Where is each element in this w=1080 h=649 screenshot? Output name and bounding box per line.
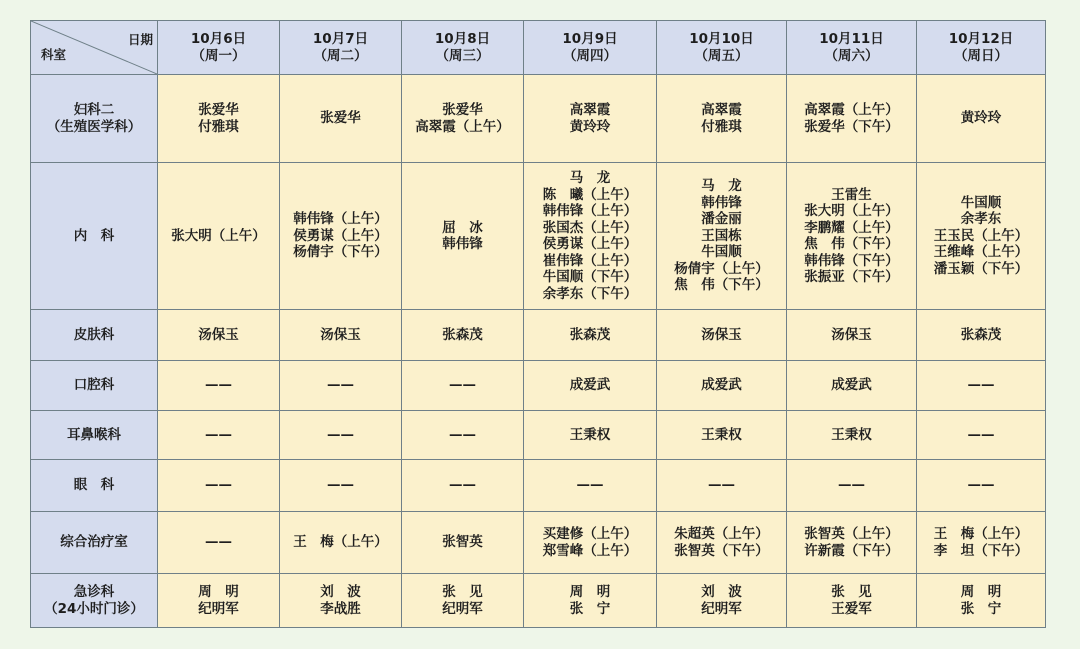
doctor-entry: ——: [449, 426, 476, 443]
corner-header: [31, 21, 158, 75]
doctor-entry: 余孝东: [960, 211, 1002, 228]
duty-cell: [917, 574, 1046, 628]
doctor-entry: 潘金丽: [701, 211, 742, 228]
doctor-entry: ——: [327, 377, 354, 394]
doctor-entry: 张国杰（上午）: [542, 219, 638, 236]
department-name: 口腔科: [73, 377, 115, 394]
schedule-row: [31, 75, 1046, 163]
department-name: 眼 科: [73, 477, 115, 494]
doctor-entry: 陈 曦（上午）: [542, 186, 638, 203]
doctor-entry: 汤保玉: [831, 326, 872, 343]
doctor-entry: ——: [967, 477, 995, 494]
day-date: 10月12日: [948, 31, 1014, 47]
doctor-entry: ——: [449, 477, 476, 494]
duty-cell: [402, 75, 524, 163]
duty-cell: [657, 75, 787, 163]
duty-cell: [158, 361, 280, 411]
doctor-entry: ——: [205, 534, 232, 551]
doctor-entry: 高翠霞: [701, 102, 742, 118]
doctor-entry: 李战胜: [320, 600, 361, 617]
duty-cell: [524, 574, 657, 628]
duty-cell: [787, 310, 917, 361]
doctor-entry: 张爱华: [198, 102, 239, 118]
duty-cell: [524, 310, 657, 361]
doctor-entry: 买建修（上午）: [542, 526, 638, 542]
day-header: [787, 21, 917, 75]
duty-cell: [917, 512, 1046, 574]
doctor-entry: 王秉权: [701, 426, 742, 443]
doctor-entry: 潘玉颖（下午）: [933, 260, 1029, 277]
doctor-entry: 周 明: [960, 584, 1002, 600]
duty-cell: [787, 411, 917, 460]
doctor-entry: 成爱武: [569, 377, 611, 394]
duty-cell: [280, 460, 402, 512]
duty-cell: [158, 163, 280, 310]
doctor-entry: 黄玲玲: [569, 118, 611, 135]
corner-dept-label: 科室: [41, 46, 67, 62]
duty-cell: [657, 460, 787, 512]
doctor-entry: 王维峰（上午）: [933, 244, 1029, 261]
duty-cell: [524, 512, 657, 574]
department-cell: [31, 460, 158, 512]
schedule-row: [31, 574, 1046, 628]
schedule-row: [31, 361, 1046, 411]
duty-cell: [524, 361, 657, 411]
duty-cell: [787, 512, 917, 574]
doctor-entry: 韩伟锋: [701, 194, 742, 211]
doctor-entry: 王 梅（上午）: [293, 534, 388, 551]
duty-cell: [524, 460, 657, 512]
doctor-entry: 韩伟锋（上午）: [293, 211, 388, 228]
day-date: 10月10日: [689, 31, 754, 47]
duty-cell: [158, 512, 280, 574]
duty-schedule-table: [30, 20, 1046, 628]
doctor-entry: ——: [576, 477, 604, 494]
day-header: [657, 21, 787, 75]
duty-cell: [158, 574, 280, 628]
day-weekday: （周四）: [563, 47, 617, 64]
doctor-entry: 朱超英（上午）: [674, 526, 769, 542]
department-cell: [31, 411, 158, 460]
duty-cell: [402, 310, 524, 361]
department-cell: [31, 163, 158, 310]
doctor-entry: 张森茂: [960, 326, 1002, 343]
duty-cell: [787, 75, 917, 163]
doctor-entry: 马 龙: [569, 170, 611, 186]
duty-cell: [657, 411, 787, 460]
doctor-entry: 汤保玉: [198, 326, 239, 343]
department-name: 内 科: [73, 227, 115, 244]
duty-cell: [280, 574, 402, 628]
doctor-entry: 张爱华（下午）: [804, 118, 899, 135]
duty-cell: [787, 361, 917, 411]
duty-cell: [524, 163, 657, 310]
day-date: 10月9日: [562, 31, 618, 47]
doctor-entry: 许新霞（下午）: [804, 542, 899, 559]
doctor-entry: 李 坦（下午）: [933, 542, 1029, 559]
doctor-entry: 高翠霞: [569, 102, 611, 118]
doctor-entry: ——: [967, 377, 995, 394]
department-name: 急诊科: [73, 584, 115, 600]
doctor-entry: ——: [708, 477, 735, 494]
duty-cell: [917, 310, 1046, 361]
corner-date-label: 日期: [127, 32, 153, 47]
doctor-entry: ——: [205, 377, 232, 394]
schedule-body: [31, 75, 1046, 628]
department-name: 妇科二: [73, 102, 115, 118]
duty-cell: [158, 460, 280, 512]
doctor-entry: 张 宁: [960, 600, 1002, 617]
schedule-row: [31, 411, 1046, 460]
doctor-entry: 牛国顺（下午）: [542, 269, 638, 285]
department-name: （24小时门诊）: [44, 600, 144, 617]
doctor-entry: 刘 波: [320, 584, 361, 600]
doctor-entry: 李鹏耀（上午）: [804, 219, 899, 236]
duty-cell: [917, 411, 1046, 460]
doctor-entry: 张智英（上午）: [804, 526, 899, 542]
doctor-entry: 侯勇谋（上午）: [293, 227, 388, 244]
schedule-row: [31, 163, 1046, 310]
department-name: 皮肤科: [73, 326, 115, 343]
day-header: [280, 21, 402, 75]
department-name: （生殖医学科）: [46, 118, 142, 135]
doctor-entry: 王玉民（上午）: [933, 227, 1029, 244]
doctor-entry: 张爱华: [320, 110, 361, 127]
doctor-entry: 张智英（下午）: [674, 542, 769, 559]
doctor-entry: 韩伟锋（上午）: [542, 203, 638, 219]
doctor-entry: 杨倩宇（上午）: [674, 260, 769, 277]
doctor-entry: 韩伟锋（下午）: [804, 252, 899, 269]
duty-cell: [402, 361, 524, 411]
doctor-entry: 张森茂: [569, 326, 611, 343]
duty-cell: [917, 75, 1046, 163]
doctor-entry: 张大明（上午）: [171, 227, 266, 244]
doctor-entry: ——: [327, 477, 354, 494]
doctor-entry: 纪明军: [442, 600, 483, 617]
duty-cell: [524, 411, 657, 460]
duty-cell: [158, 411, 280, 460]
doctor-entry: 汤保玉: [320, 326, 361, 343]
department-name: 综合治疗室: [60, 534, 128, 551]
duty-cell: [657, 512, 787, 574]
doctor-entry: 付雅琪: [701, 118, 742, 135]
department-cell: [31, 361, 158, 411]
doctor-entry: 张 宁: [569, 600, 611, 617]
department-name: 耳鼻喉科: [67, 426, 121, 443]
day-date: 10月7日: [312, 31, 369, 47]
doctor-entry: 纪明军: [701, 600, 742, 617]
doctor-entry: 汤保玉: [701, 326, 742, 343]
doctor-entry: 张振亚（下午）: [804, 269, 899, 285]
doctor-entry: 侯勇谋（上午）: [542, 236, 638, 252]
doctor-entry: 张森茂: [442, 326, 483, 343]
doctor-entry: 韩伟锋: [442, 236, 483, 252]
doctor-entry: 王雷生: [831, 186, 872, 203]
duty-cell: [657, 310, 787, 361]
doctor-entry: 王 梅（上午）: [933, 526, 1029, 542]
doctor-entry: 刘 波: [701, 584, 742, 600]
doctor-entry: 余孝东（下午）: [542, 285, 638, 302]
duty-cell: [917, 361, 1046, 411]
day-weekday: （周三）: [435, 47, 490, 64]
schedule-row: [31, 460, 1046, 512]
day-weekday: （周一）: [191, 47, 246, 64]
doctor-entry: ——: [205, 426, 232, 443]
day-weekday: （周五）: [694, 47, 749, 64]
duty-cell: [280, 361, 402, 411]
day-weekday: （周日）: [954, 47, 1008, 64]
doctor-entry: 成爱武: [831, 377, 872, 394]
doctor-entry: 张爱华: [442, 102, 483, 118]
doctor-entry: ——: [838, 477, 865, 494]
day-header: [917, 21, 1046, 75]
day-date: 10月8日: [434, 31, 491, 47]
doctor-entry: 郑雪峰（上午）: [542, 542, 638, 559]
day-header: [158, 21, 280, 75]
doctor-entry: 高翠霞（上午）: [804, 102, 899, 118]
doctor-entry: ——: [205, 477, 232, 494]
department-cell: [31, 310, 158, 361]
doctor-entry: 王爱军: [831, 600, 872, 617]
duty-cell: [402, 163, 524, 310]
schedule-row: [31, 512, 1046, 574]
doctor-entry: 王秉权: [569, 426, 611, 443]
doctor-entry: ——: [327, 426, 354, 443]
duty-cell: [917, 460, 1046, 512]
doctor-entry: 周 明: [198, 584, 239, 600]
duty-cell: [280, 310, 402, 361]
day-header: [524, 21, 657, 75]
doctor-entry: 张大明（上午）: [804, 203, 899, 219]
duty-cell: [158, 310, 280, 361]
duty-cell: [787, 163, 917, 310]
doctor-entry: 张 见: [442, 584, 483, 600]
duty-cell: [402, 512, 524, 574]
duty-cell: [524, 75, 657, 163]
duty-cell: [280, 411, 402, 460]
doctor-entry: 杨倩宇（下午）: [293, 244, 388, 261]
duty-cell: [917, 163, 1046, 310]
duty-cell: [402, 460, 524, 512]
duty-cell: [657, 361, 787, 411]
duty-cell: [158, 75, 280, 163]
doctor-entry: 焦 伟（下午）: [804, 236, 899, 252]
schedule-row: [31, 310, 1046, 361]
doctor-entry: 黄玲玲: [960, 110, 1002, 127]
duty-cell: [280, 512, 402, 574]
doctor-entry: 牛国顺: [701, 244, 742, 261]
doctor-entry: 屈 冰: [442, 219, 483, 236]
duty-cell: [657, 574, 787, 628]
doctor-entry: 高翠霞（上午）: [415, 118, 510, 135]
doctor-entry: 付雅琪: [198, 118, 239, 135]
day-header: [402, 21, 524, 75]
doctor-entry: 周 明: [569, 584, 611, 600]
duty-cell: [280, 75, 402, 163]
doctor-entry: 王秉权: [831, 426, 872, 443]
duty-cell: [280, 163, 402, 310]
doctor-entry: 成爱武: [701, 377, 742, 394]
day-date: 10月6日: [190, 31, 247, 47]
duty-cell: [657, 163, 787, 310]
header-row: [31, 21, 1046, 75]
day-date: 10月11日: [819, 31, 884, 47]
doctor-entry: 牛国顺: [960, 194, 1002, 211]
day-weekday: （周二）: [313, 47, 368, 64]
department-cell: [31, 574, 158, 628]
doctor-entry: 马 龙: [701, 178, 742, 195]
doctor-entry: ——: [967, 426, 995, 443]
department-cell: [31, 512, 158, 574]
doctor-entry: 张 见: [831, 584, 872, 600]
doctor-entry: 张智英: [442, 534, 483, 551]
doctor-entry: 王国栋: [701, 227, 742, 244]
doctor-entry: ——: [449, 377, 476, 394]
duty-cell: [787, 460, 917, 512]
day-weekday: （周六）: [824, 47, 879, 64]
doctor-entry: 焦 伟（下午）: [674, 277, 769, 294]
doctor-entry: 纪明军: [198, 600, 239, 617]
duty-cell: [402, 411, 524, 460]
doctor-entry: 崔伟锋（上午）: [542, 252, 638, 269]
duty-cell: [402, 574, 524, 628]
duty-cell: [787, 574, 917, 628]
department-cell: [31, 75, 158, 163]
